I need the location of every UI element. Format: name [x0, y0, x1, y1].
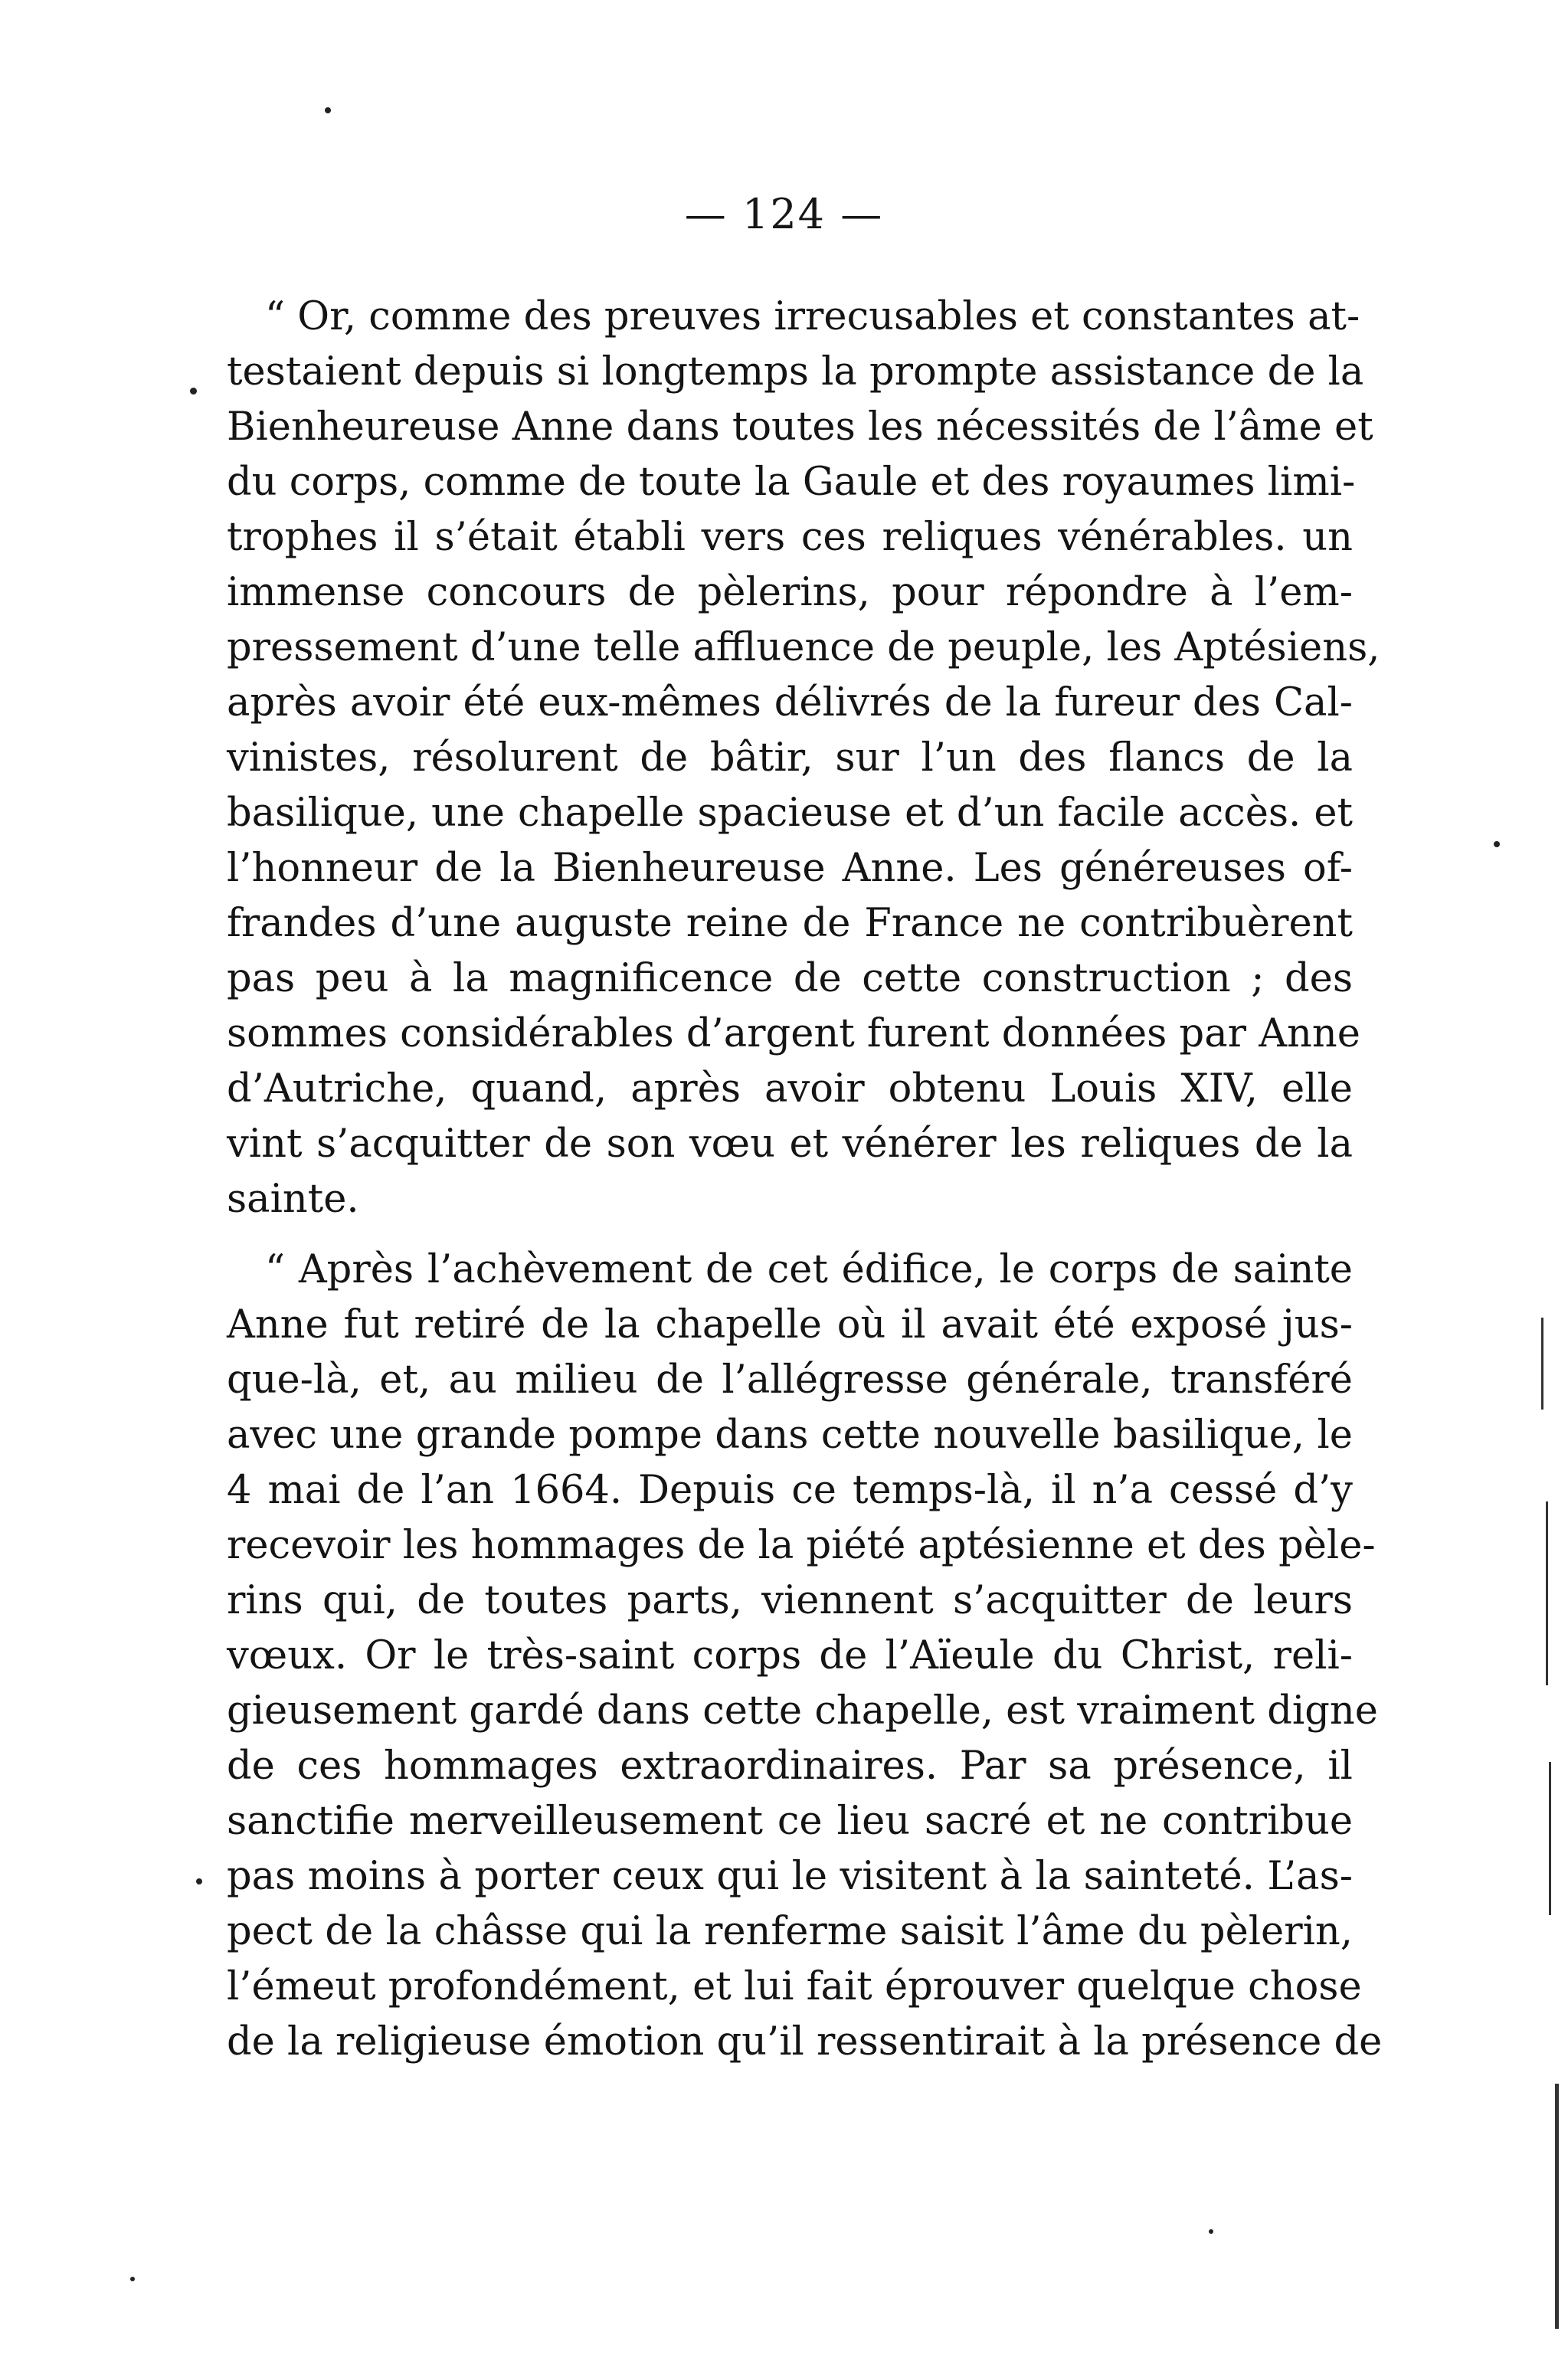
scan-speck — [1209, 2229, 1213, 2234]
paragraph-1 — [227, 290, 1380, 1227]
text-line: gieusement gardé dans cette chapelle, est vraiment digne — [227, 1688, 1378, 1734]
text-line: pressement d’une telle affluence de peuple, les Aptésiens, — [227, 625, 1380, 670]
body-text — [227, 290, 1383, 2070]
text-line: du corps, comme de toute la Gaule et des royaumes limi- — [227, 460, 1356, 505]
text-line: sainte. — [227, 1177, 359, 1222]
text-line: de ces hommages extraordinaires. Par sa présence, il — [227, 1744, 1353, 1789]
text-line: vœux. Or le très-saint corps de l’Aïeule du Christ, reli- — [227, 1633, 1353, 1678]
text-line: pect de la châsse qui la renferme saisit l’âme du pèlerin, — [227, 1909, 1353, 1954]
binding-edge-mark — [1549, 1762, 1551, 1915]
text-line: rins qui, de toutes parts, viennent s’acquitter de leurs — [227, 1578, 1353, 1623]
text-line: recevoir les hommages de la piété aptésienne et des pèle- — [227, 1523, 1376, 1568]
text-line: sommes considérables d’argent furent données par Anne — [227, 1011, 1360, 1056]
text-line: immense concours de pèlerins, pour répondre à l’em- — [227, 570, 1353, 615]
text-line: pas moins à porter ceux qui le visitent à la sainteté. L’as- — [227, 1854, 1353, 1899]
binding-edge-mark — [1541, 1318, 1543, 1410]
scan-speck — [1494, 841, 1500, 847]
text-line: que-là, et, au milieu de l’allégresse générale, transféré — [227, 1357, 1353, 1403]
text-line: après avoir été eux-mêmes délivrés de la fureur des Cal- — [227, 680, 1353, 725]
text-line: l’honneur de la Bienheureuse Anne. Les généreuses of- — [227, 846, 1353, 891]
text-line: “ Or, comme des preuves irrecusables et constantes at- — [265, 294, 1360, 339]
scan-speck — [325, 107, 331, 113]
text-line: pas peu à la magnificence de cette construction ; des — [227, 956, 1353, 1001]
text-line: de la religieuse émotion qu’il ressentirait à la présence de — [227, 2019, 1383, 2065]
text-line: 4 mai de l’an 1664. Depuis ce temps-là, il n’a cessé d’y — [227, 1468, 1353, 1513]
text-line: d’Autriche, quand, après avoir obtenu Louis XIV, elle — [227, 1066, 1353, 1112]
page-number: — 124 — — [684, 190, 884, 238]
text-line: basilique, une chapelle spacieuse et d’un facile accès. et — [227, 791, 1353, 836]
text-line: sanctifie merveilleusement ce lieu sacré et ne contribue — [227, 1799, 1353, 1844]
paragraph-2 — [227, 1243, 1383, 2070]
text-line: vinistes, résolurent de bâtir, sur l’un des flancs de la — [227, 735, 1353, 781]
text-line: trophes il s’était établi vers ces reliques vénérables. un — [227, 515, 1353, 560]
binding-edge-mark — [1546, 1501, 1548, 1685]
binding-edge-mark — [1555, 2084, 1559, 2329]
text-line: testaient depuis si longtemps la prompte assistance de la — [227, 349, 1364, 395]
text-line: avec une grande pompe dans cette nouvelle basilique, le — [227, 1413, 1353, 1458]
text-line: l’émeut profondément, et lui fait éprouver quelque chose — [227, 1964, 1362, 2009]
text-line: vint s’acquitter de son vœu et vénérer les reliques de la — [227, 1122, 1353, 1167]
scan-speck — [196, 1878, 202, 1884]
text-line: Anne fut retiré de la chapelle où il avait été exposé jus- — [227, 1302, 1353, 1347]
text-line: “ Après l’achèvement de cet édifice, le corps de sainte — [265, 1247, 1353, 1292]
scan-speck — [190, 388, 197, 395]
text-line: frandes d’une auguste reine de France ne contribuèrent — [227, 901, 1353, 946]
paragraph-gap — [227, 1227, 1353, 1243]
scan-speck — [130, 2277, 135, 2281]
text-line: Bienheureuse Anne dans toutes les nécessités de l’âme et — [227, 404, 1373, 450]
